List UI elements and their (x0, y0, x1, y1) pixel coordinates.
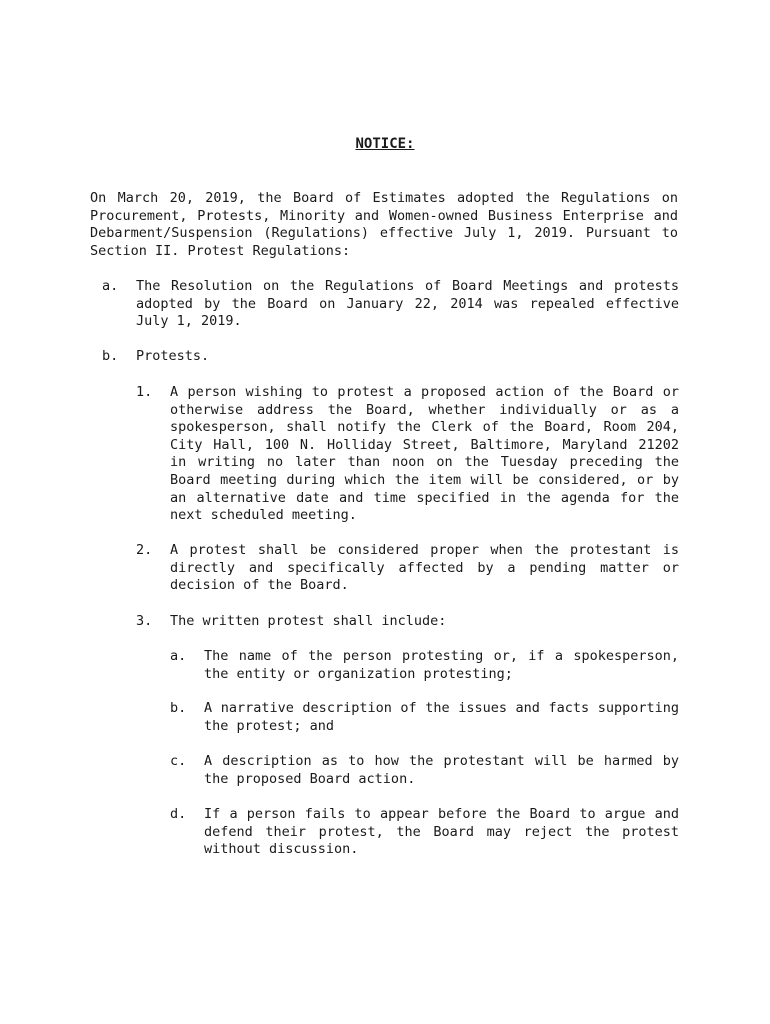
requirement-c-label: c. (170, 753, 187, 769)
requirement-a-text: The name of the person protesting or, if a spokesperson, the entity or organization protesting; (204, 648, 679, 682)
subitem-2-label: 2. (136, 542, 153, 558)
subitem-2-text: A protest shall be considered proper when the protestant is directly and specifically affected by a pending matter or decision of the Board. (170, 542, 679, 594)
requirement-d-text: If a person fails to appear before the Board to argue and defend their protest, the Board may reject the protest without discussion. (204, 806, 679, 858)
requirement-b-text: A narrative description of the issues and facts supporting the protest; and (204, 700, 679, 734)
item-a-text: The Resolution on the Regulations of Board Meetings and protests adopted by the Board on January 22, 2014 was repealed effective July 1, 2019. (136, 278, 679, 330)
subitem-1-label: 1. (136, 384, 153, 400)
subitem-3-label: 3. (136, 613, 153, 629)
item-b-text: Protests. (136, 348, 210, 364)
subitem-3-text: The written protest shall include: (170, 613, 447, 629)
requirement-d-label: d. (170, 806, 187, 822)
requirement-a-label: a. (170, 648, 187, 664)
notice-title: NOTICE: (355, 136, 415, 152)
requirement-c-text: A description as to how the protestant will be harmed by the proposed Board action. (204, 753, 679, 787)
item-b-label: b. (102, 348, 119, 364)
item-a-label: a. (102, 278, 119, 294)
subitem-1-text: A person wishing to protest a proposed action of the Board or otherwise address the Board, whether individually or as a spokesperson, shall notify the Clerk of the Board, Room 204, City Hall, 100 N. Holliday Street, Baltimore, Maryland 21202 in writing no later than noon on the Tuesday preceding the Board meeting during which the item will be considered, or by an alternative date and time specified in the agenda for the next scheduled meeting. (170, 384, 679, 524)
intro-paragraph: On March 20, 2019, the Board of Estimates adopted the Regulations on Procurement, Protests, Minority and Women-owned Business Enterprise and Debarment/Suspension (Regulations) effective July 1, 2019. Pursuant to Section II. Protest Regulations: (90, 190, 678, 259)
requirement-b-label: b. (170, 700, 187, 716)
